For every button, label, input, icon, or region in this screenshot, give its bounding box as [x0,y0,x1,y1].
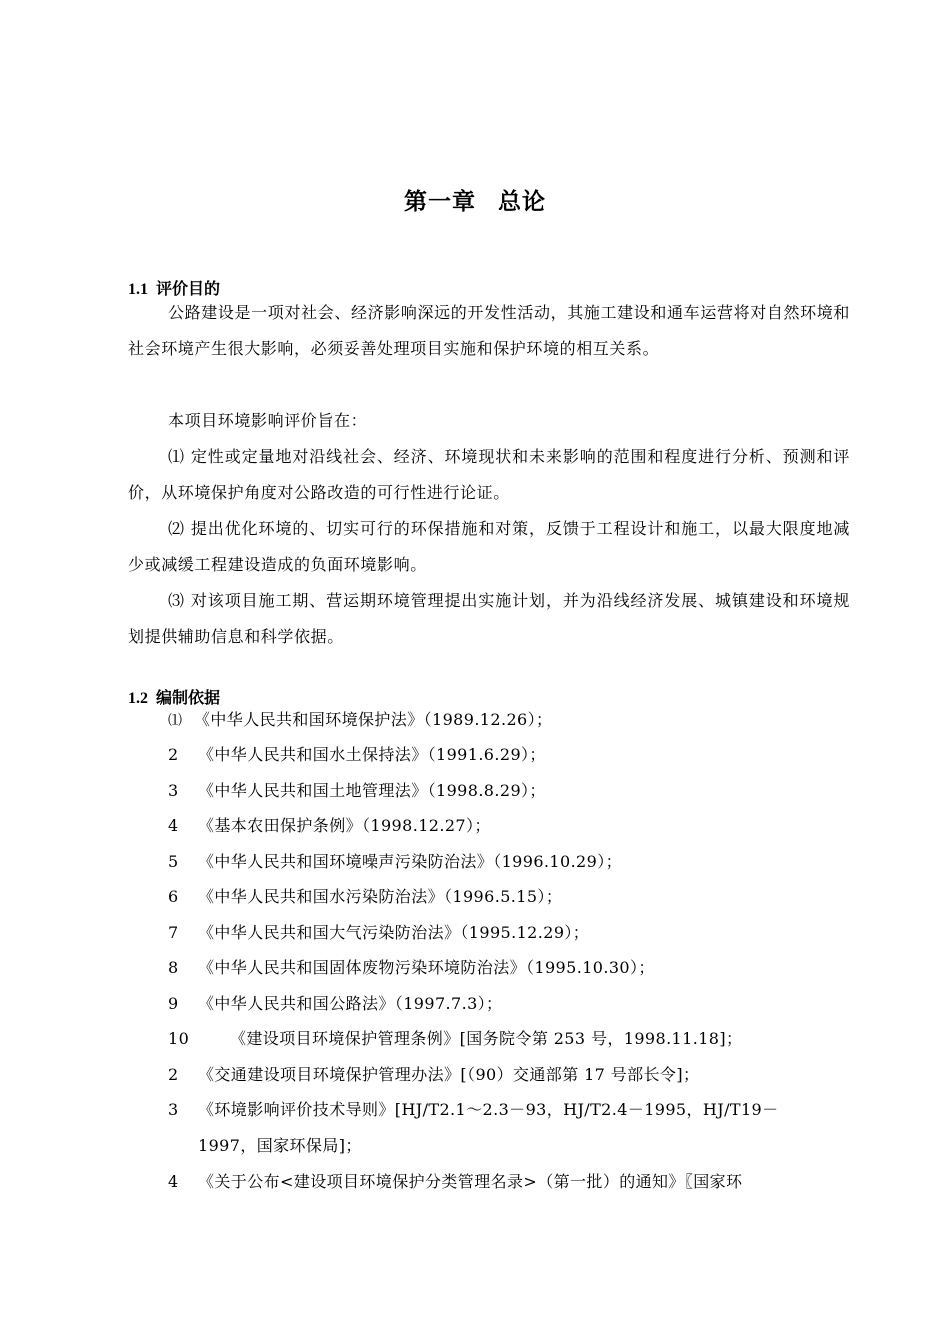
list-item-number: 8 [168,958,179,977]
section-title: 编制依据 [156,688,221,707]
list-item [128,986,850,1022]
list-item-text: 《中华人民共和国固体废物污染环境防治法》（1995.10.30）； [198,958,655,977]
list-item-number: 2 [168,745,179,764]
list-item-text: 《中华人民共和国水土保持法》（1991.6.29）； [198,745,546,764]
list-item-text: 《建设项目环境保护管理条例》[国务院令第 253 号，1998.11.18]； [230,1029,743,1048]
list-item [128,1164,850,1200]
list-item [128,808,850,844]
section-title: 评价目的 [156,279,221,298]
list-item-number: 3 [168,1100,179,1119]
paragraph-aim-3: ⑶ 对该项目施工期、营运期环境管理提出实施计划，并为沿线经济发展、城镇建设和环境规划提供辅助信息和科学依据。 [128,591,850,646]
list-item-text: 《关于公布<建设项目环境保护分类管理名录>（第一批）的通知》〖国家环 [198,1172,743,1191]
list-item-number: 4 [168,816,179,835]
chapter-title [0,183,950,216]
list-item [128,879,850,915]
list-item-number: ⑴ [168,713,183,729]
list-item-text: 《中华人民共和国环境噪声污染防治法》（1996.10.29）； [198,852,623,871]
list-item-text: 《中华人民共和国大气污染防治法》（1995.12.29）； [198,923,590,942]
list-item [128,737,850,773]
list-item-text: 《基本农田保护条例》（1998.12.27）； [198,816,491,835]
list-item [128,1092,850,1128]
list-item-text: 《环境影响评价技术导则》[HJ/T2.1～2.3－93，HJ/T2.4－1995，HJ/T19－ [198,1100,779,1119]
list-item-number: 10 [168,1029,190,1048]
list-item-continuation: 1997，国家环保局]； [198,1136,362,1155]
list-item-number: 5 [168,852,179,871]
chapter-name: 总论 [498,189,546,215]
list-item-number: 9 [168,994,179,1013]
chapter-prefix: 第一章 [404,189,476,215]
list-item-text: 《中华人民共和国公路法》（1997.7.3）； [198,994,503,1013]
list-item-text: 《中华人民共和国水污染防治法》（1996.5.15）； [198,887,563,906]
list-item [128,950,850,986]
paragraph-aim-2: ⑵ 提出优化环境的、切实可行的环保措施和对策，反馈于工程设计和施工，以最大限度地减少或减缓工程建设造成的负面环境影响。 [128,519,850,574]
list-item-number: 4 [168,1172,179,1191]
list-item-number: 3 [168,781,179,800]
paragraph-aims-lead: 本项目环境影响评价旨在： [168,411,368,430]
section-number: 1.1 [128,281,148,298]
list-item-number: 6 [168,887,179,906]
list-item [128,773,850,809]
paragraph-aim-1: ⑴ 定性或定量地对沿线社会、经济、环境现状和未来影响的范围和程度进行分析、预测和评价，从环境保护角度对公路改造的可行性进行论证。 [128,447,850,502]
list-item [128,1021,850,1057]
list-item-number: 7 [168,923,179,942]
list-item-text: 《交通建设项目环境保护管理办法》[（90）交通部第 17 号部长令]； [198,1065,700,1084]
section-number: 1.2 [128,690,148,707]
list-item-text: 《中华人民共和国环境保护法》（1989.12.26）； [194,710,553,729]
list-item [128,915,850,951]
list-item-number: 2 [168,1065,179,1084]
list-item-text: 《中华人民共和国土地管理法》（1998.8.29）； [198,781,546,800]
list-item [128,1057,850,1093]
list-item [128,844,850,880]
list-item [128,702,850,739]
paragraph-intro: 公路建设是一项对社会、经济影响深远的开发性活动，其施工建设和通车运营将对自然环境和社会环境产生很大影响，必须妥善处理项目实施和保护环境的相互关系。 [128,303,850,358]
